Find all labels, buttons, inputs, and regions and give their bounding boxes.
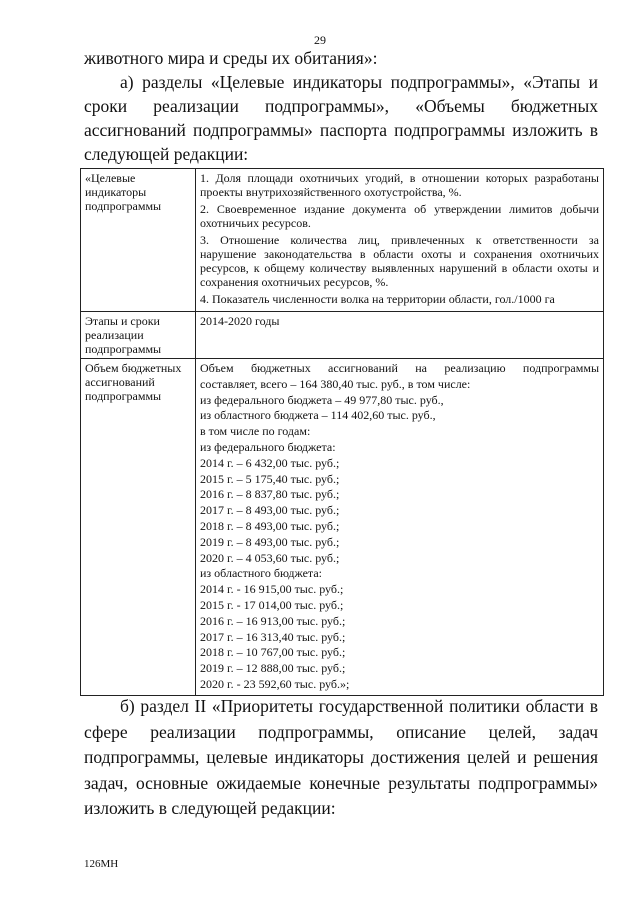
budget-line: 2020 г. - 23 592,60 тыс. руб.»; bbox=[200, 676, 350, 691]
label-stages-terms: Этапы и сроки реализации подпрограммы bbox=[81, 312, 196, 359]
budget-line: 2019 г. – 8 493,00 тыс. руб.; bbox=[200, 534, 340, 549]
budget-line: 2014 г. - 16 915,00 тыс. руб.; bbox=[200, 582, 344, 597]
indicator-item: 4. Показатель численности волка на территории области, гол./1000 га bbox=[200, 292, 555, 306]
page-number: 29 bbox=[314, 33, 326, 47]
budget-line: 2017 г. – 8 493,00 тыс. руб.; bbox=[200, 503, 340, 518]
budget-line: 2020 г. – 4 053,60 тыс. руб.; bbox=[200, 550, 340, 565]
row-target-indicators bbox=[81, 169, 604, 312]
row-budget bbox=[81, 359, 604, 696]
indicator-item: 2. Своевременное издание документа об утверждении лимитов добычи охотничьих ресурсов. bbox=[200, 202, 599, 230]
budget-line: Объем бюджетных ассигнований на реализацию подпрограммы bbox=[200, 361, 599, 375]
budget-line: 2017 г. – 16 313,40 тыс. руб.; bbox=[200, 629, 346, 644]
budget-line: из областного бюджета – 114 402,60 тыс. руб., bbox=[200, 408, 436, 423]
budget-line: 2015 г. – 5 175,40 тыс. руб.; bbox=[200, 471, 340, 486]
budget-line: в том числе по годам: bbox=[200, 424, 311, 439]
budget-line: 2018 г. – 10 767,00 тыс. руб.; bbox=[200, 645, 346, 660]
budget-line: из федерального бюджета: bbox=[200, 439, 336, 454]
section-b bbox=[84, 694, 598, 822]
label-budget: Объем бюджетных ассигнований подпрограммы bbox=[81, 359, 196, 696]
budget-line: 2014 г. – 6 432,00 тыс. руб.; bbox=[200, 455, 340, 470]
budget-line: из областного бюджета: bbox=[200, 566, 322, 581]
indicator-item: 1. Доля площади охотничьих угодий, в отношении которых разработаны проекты внутрихозяйственного охотустройства, %. bbox=[200, 171, 599, 199]
passport-table bbox=[80, 168, 604, 696]
footer-code: 126МН bbox=[84, 858, 119, 870]
intro-line: животного мира и среды их обитания»: bbox=[84, 48, 378, 68]
stages-terms-value: 2014-2020 годы bbox=[196, 312, 604, 359]
intro-text bbox=[84, 46, 598, 166]
budget-line: 2016 г. – 8 837,80 тыс. руб.; bbox=[200, 487, 340, 502]
budget-line: 2016 г. – 16 913,00 тыс. руб.; bbox=[200, 613, 346, 628]
paragraph-a: а) разделы «Целевые индикаторы подпрограммы», «Этапы и сроки реализации подпрограммы», «Объемы бюджетных ассигнований подпрограммы» паспорта подпрограммы изложить в следующей редакции: bbox=[84, 72, 598, 164]
indicator-item: 3. Отношение количества лиц, привлеченных к ответственности за нарушение законодательства в области охоты и сохранения охотничьих ресурсов, к общему количеству выявленных нарушений в области охоты и сохранения охотничьих ресурсов, %. bbox=[200, 233, 599, 289]
budget-line: из федерального бюджета – 49 977,80 тыс. руб., bbox=[200, 392, 444, 407]
row-stages-terms bbox=[81, 312, 604, 359]
target-indicators-list bbox=[196, 169, 604, 312]
budget-line: 2018 г. – 8 493,00 тыс. руб.; bbox=[200, 518, 340, 533]
budget-line: составляет, всего – 164 380,40 тыс. руб., в том числе: bbox=[200, 376, 471, 391]
paragraph-b: б) раздел II «Приоритеты государственной политики области в сфере реализации подпрограммы, описание целей, задач подпрограммы, целевые индикаторы достижения целей и решения задач, основные ожидаемые конечные результаты подпрограммы» изложить в следующей редакции: bbox=[84, 696, 598, 818]
label-target-indicators: «Целевые индикаторы подпрограммы bbox=[81, 169, 196, 312]
budget-lines bbox=[196, 359, 604, 696]
budget-line: 2019 г. – 12 888,00 тыс. руб.; bbox=[200, 661, 346, 676]
budget-line: 2015 г. - 17 014,00 тыс. руб.; bbox=[200, 597, 344, 612]
